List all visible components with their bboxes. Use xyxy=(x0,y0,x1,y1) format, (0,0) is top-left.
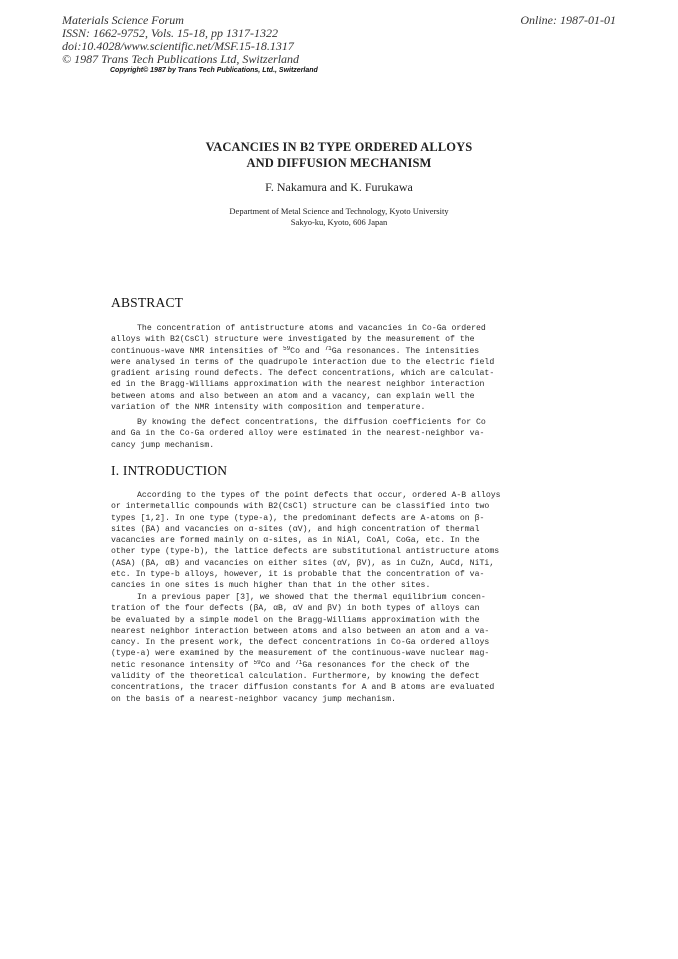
text-line: (type-a) were examined by the measurement of the continuous-wave nuclear mag- xyxy=(111,649,490,659)
authors: F. Nakamura and K. Furukawa xyxy=(265,180,413,194)
title-line-1: VACANCIES IN B2 TYPE ORDERED ALLOYS xyxy=(205,140,473,154)
text-fragment: Co and xyxy=(260,660,296,670)
affiliation xyxy=(0,206,678,228)
text-line: concentrations, the tracer diffusion constants for A and B atoms are evaluated xyxy=(111,683,495,693)
text-line: were analysed in terms of the quadrupole interaction due to the electric field xyxy=(111,357,495,367)
text-line: nearest neighbor interaction between atoms and also between an atom and a va- xyxy=(111,626,490,636)
text-fragment: Co and xyxy=(290,346,325,356)
intro-paragraph-1 xyxy=(111,490,523,592)
paper-title xyxy=(0,139,678,171)
text-line: variation of the NMR intensity with composition and temperature. xyxy=(111,403,426,413)
isotope-superscript: 59 xyxy=(282,345,291,352)
abstract-paragraph-1 xyxy=(111,323,523,413)
isotope-superscript: 71 xyxy=(295,659,303,666)
text-line: be evaluated by a simple model on the Bragg-Williams approximation with the xyxy=(111,615,480,625)
affiliation-line-1: Department of Metal Science and Technology, Kyoto University xyxy=(229,206,449,216)
text-line xyxy=(111,346,523,357)
text-fragment: Ga resonances. The intensities xyxy=(331,346,480,356)
text-line: cancy jump mechanism. xyxy=(111,440,215,450)
text-fragment: netic resonance intensity of xyxy=(111,660,254,670)
text-line: ed in the Bragg-Williams approximation with the nearest neighbor interaction xyxy=(111,380,485,390)
title-line-2: AND DIFFUSION MECHANISM xyxy=(246,156,432,170)
affiliation-line-2: Sakyo-ku, Kyoto, 606 Japan xyxy=(290,217,388,227)
text-fragment: Ga resonances for the check of the xyxy=(302,660,470,670)
text-line: cancy. In the present work, the defect concentrations in Co-Ga ordered alloys xyxy=(111,638,490,648)
introduction-heading: I. INTRODUCTION xyxy=(111,463,228,478)
abstract-heading: ABSTRACT xyxy=(111,295,184,310)
text-line: According to the types of the point defects that occur, ordered A-B alloys xyxy=(137,491,501,500)
text-line: types [1,2]. In one type (type-a), the predominant defects are A-atoms on β- xyxy=(111,513,485,523)
publisher-line: © 1987 Trans Tech Publications Ltd, Switzerland xyxy=(62,52,300,66)
abstract-paragraph-2 xyxy=(111,417,523,451)
isotope-superscript: 59 xyxy=(253,659,261,666)
text-line: on the basis of a nearest-neighbor vacancy jump mechanism. xyxy=(111,694,396,704)
text-line: By knowing the defect concentrations, the diffusion coefficients for Co xyxy=(137,418,486,427)
text-line: gradient arising round defects. The defect concentrations, which are calculat- xyxy=(111,369,495,379)
text-line: vacancies are formed mainly on α-sites, as in NiAl, CoAl, CoGa, etc. In the xyxy=(111,536,480,546)
text-line: In a previous paper [3], we showed that the thermal equilibrium concen- xyxy=(137,593,486,602)
text-line: tration of the four defects (βA, αB, αV and βV) in both types of alloys can xyxy=(111,604,480,614)
text-line: The concentration of antistructure atoms and vacancies in Co-Ga ordered xyxy=(137,324,486,333)
text-line xyxy=(111,660,523,671)
copyright-notice: Copyright© 1987 by Trans Tech Publications, Ltd., Switzerland xyxy=(110,67,318,74)
text-line: or intermetallic compounds with B2(CsCl) structure can be classified into two xyxy=(111,502,490,512)
doi-link[interactable]: doi:10.4028/www.scientific.net/MSF.15-18.1317 xyxy=(62,39,294,53)
text-line: alloys with B2(CsCl) structure were investigated by the measurement of the xyxy=(111,335,475,345)
online-date: Online: 1987-01-01 xyxy=(520,13,616,27)
text-line: (ASA) (βA, αB) and vacancies on either sites (αV, βV), as in CuZn, AuCd, NiTi, xyxy=(111,558,495,568)
text-fragment: continuous-wave NMR intensities of xyxy=(111,346,283,356)
intro-paragraph-2 xyxy=(111,592,523,705)
text-line: cancies in one sites is much higher than that in the other sites. xyxy=(111,581,431,591)
journal-name: Materials Science Forum xyxy=(62,13,184,27)
text-line: other type (type-b), the lattice defects are substitutional antistructure atoms xyxy=(111,547,500,557)
issn-line: ISSN: 1662-9752, Vols. 15-18, pp 1317-1322 xyxy=(62,26,278,40)
text-line: between atoms and also between an atom and a vacancy, can explain well the xyxy=(111,391,475,401)
text-line: sites (βA) and vacancies on α-sites (αV), and high concentration of thermal xyxy=(111,524,480,534)
text-line: etc. In type-b alloys, however, it is probable that the concentration of va- xyxy=(111,570,485,580)
text-line: and Ga in the Co-Ga ordered alloy were estimated in the nearest-neighbor va- xyxy=(111,429,485,439)
isotope-superscript: 71 xyxy=(324,345,332,352)
text-line: validity of the theoretical calculation. Furthermore, by knowing the defect xyxy=(111,672,480,682)
